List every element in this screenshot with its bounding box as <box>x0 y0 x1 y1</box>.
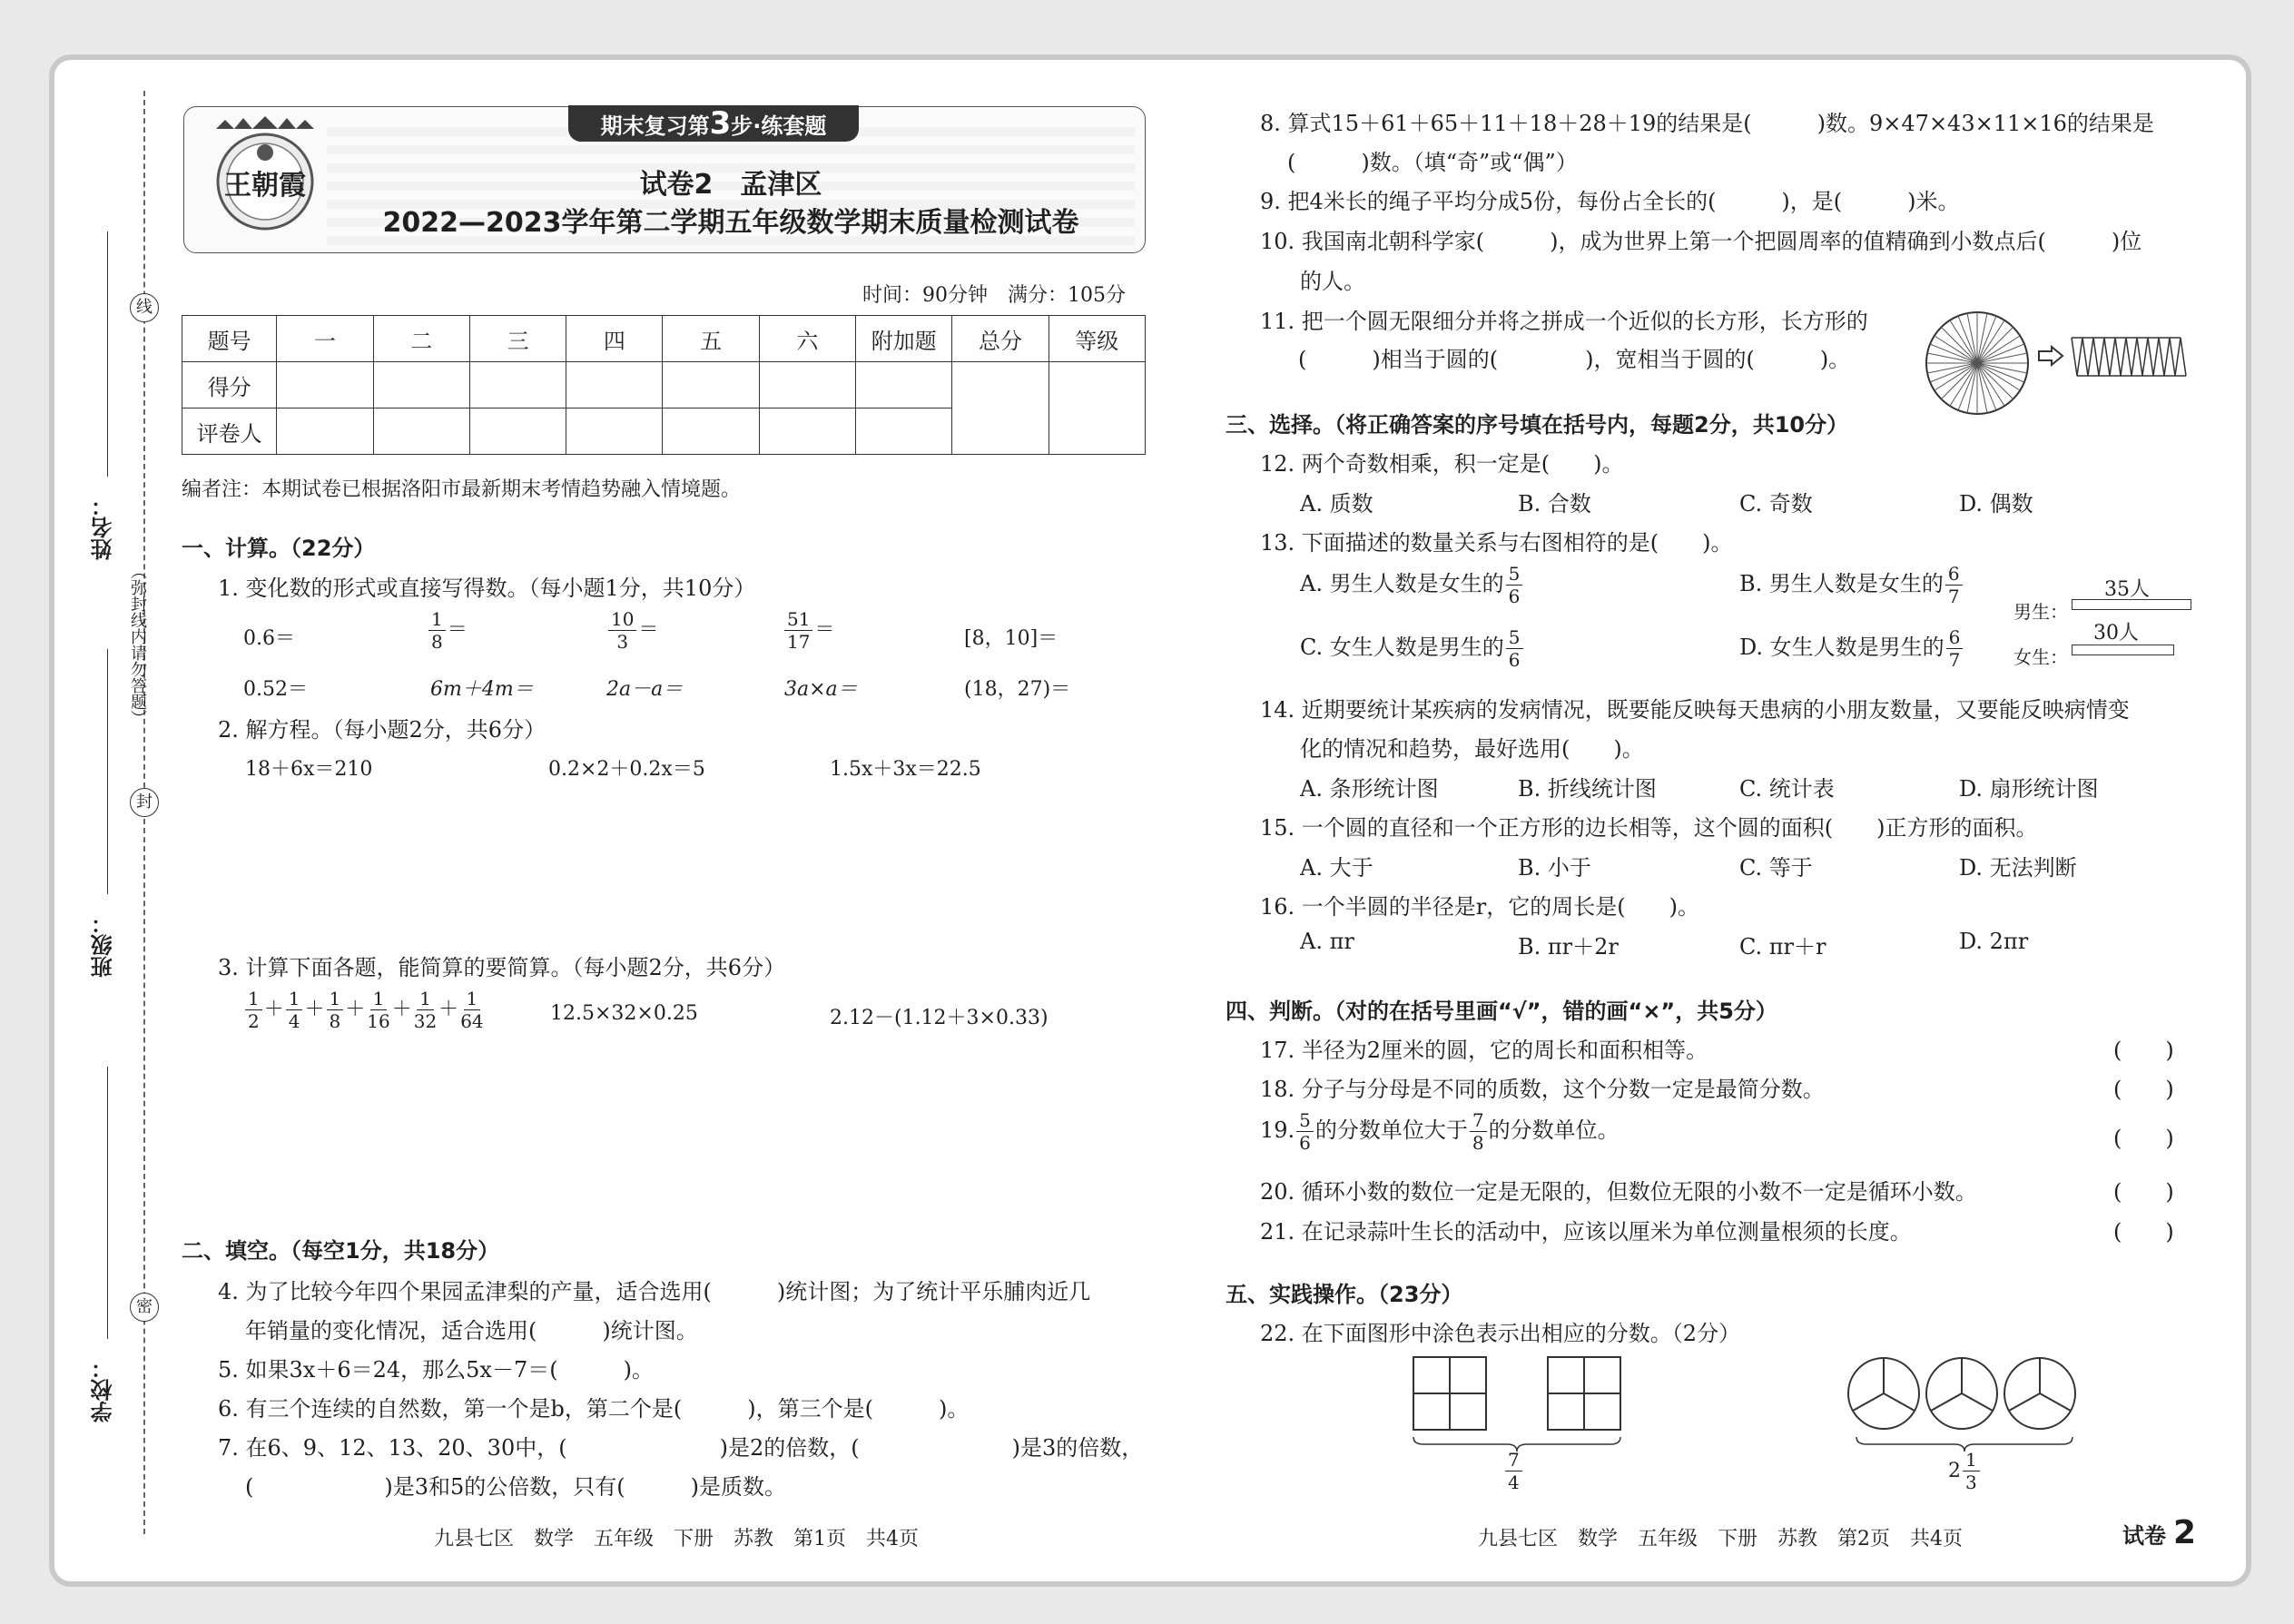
svg-text:王朝霞: 王朝霞 <box>224 170 306 202</box>
q1i: 3a×a＝ <box>784 678 858 701</box>
q22: 22. 在下面图形中涂色表示出相应的分数。（2分） <box>1260 1321 1741 1346</box>
q10-line-2: 的人。 <box>1300 269 1365 294</box>
q2-eq-1: 18＋6x＝210 <box>245 758 373 781</box>
q14-option-a[interactable]: A. 条形统计图 <box>1300 776 1439 802</box>
fraction-label-2: 2 $\frac{1}{3}$ <box>1948 1451 1982 1491</box>
grader-cell[interactable] <box>566 408 663 455</box>
q15: 15. 一个圆的直径和一个正方形的边长相等，这个圆的面积( )正方形的面积。 <box>1260 815 2038 841</box>
q15-option-d[interactable]: D. 无法判断 <box>1959 855 2077 881</box>
q16-option-b[interactable]: B. πr＋2r <box>1518 934 1619 960</box>
q20: 20. 循环小数的数位一定是无限的，但数位无限的小数不一定是循环小数。 <box>1260 1179 1977 1205</box>
q14-line-1: 14. 近期要统计某疾病的发病情况，既要能反映每天患病的小朋友数量，又要能反映病情变 <box>1260 697 2130 723</box>
grader-cell[interactable] <box>663 408 759 455</box>
binding-dense-mark: 密 <box>130 1293 159 1322</box>
q12-option-b[interactable]: B. 合数 <box>1518 491 1591 517</box>
q13-option-c[interactable]: C. 女生人数是男生的 $\frac{5}{6}$ <box>1300 628 1525 669</box>
score-header-cell: 六 <box>759 316 855 362</box>
fraction-label-1: $\frac{7}{4}$ <box>1503 1451 1524 1491</box>
q4-line-1: 4. 为了比较今年四个果园孟津梨的产量，适合选用( )统计图；为了统计平乐脯肉近几 <box>218 1279 1091 1304</box>
score-table-header-row <box>182 316 1146 362</box>
q2-title: 2. 解方程。（每小题2分，共6分） <box>218 717 546 743</box>
q11-line-2: ( )相当于圆的( )，宽相当于圆的( )。 <box>1298 347 1851 372</box>
q15-option-b[interactable]: B. 小于 <box>1518 855 1591 881</box>
q3-expr-1: $\frac{1}{2}$ ＋ $\frac{1}{4}$ ＋ $\frac{1}{8}$ ＋ $\frac{1}{16}$ ＋ $\frac{1}{32}$ ＋ $\frac{1}{64}$ <box>243 989 486 1030</box>
q18: 18. 分子与分母是不同的质数，这个分数一定是最简分数。 <box>1260 1077 1825 1102</box>
circle-thirds-3[interactable] <box>2003 1356 2077 1434</box>
grader-cell[interactable] <box>469 408 566 455</box>
footer-right: 九县七区 数学 五年级 下册 苏教 第2页 共4页 <box>1478 1528 1963 1550</box>
q13: 13. 下面描述的数量关系与右图相符的是( )。 <box>1260 530 1733 556</box>
class-label: 班级： <box>91 912 116 978</box>
q1g: 6m＋4m＝ <box>430 678 534 701</box>
q1d: $\frac{51}{17}$ ＝ <box>783 610 834 651</box>
school-field[interactable] <box>107 1067 108 1339</box>
q16-option-a[interactable]: A. πr <box>1300 929 1354 954</box>
circle-sector-figure <box>1923 309 2032 421</box>
logo <box>207 116 323 232</box>
grader-cell[interactable] <box>856 408 952 455</box>
score-header-cell: 四 <box>566 316 663 362</box>
score-row <box>182 362 1146 408</box>
q6: 6. 有三个连续的自然数，第一个是b，第二个是( )，第三个是( )。 <box>218 1396 970 1422</box>
q8-line-2: ( )数。（填“奇”或“偶”） <box>1287 150 1578 175</box>
q12-option-a[interactable]: A. 质数 <box>1300 491 1373 517</box>
score-cell[interactable] <box>856 362 952 408</box>
boys-bar <box>2072 599 2191 610</box>
q12: 12. 两个奇数相乘，积一定是( )。 <box>1260 451 1624 477</box>
section-4-title: 四、判断。（对的在括号里画“√”，错的画“×”，共5分） <box>1226 999 1777 1024</box>
grade-cell[interactable] <box>1049 362 1145 455</box>
q8-line-1: 8. 算式15＋61＋65＋11＋18＋28＋19的结果是( )数。9×47×43×11×16的结果是 <box>1260 111 2154 136</box>
q15-option-a[interactable]: A. 大于 <box>1300 855 1373 881</box>
q16-option-c[interactable]: C. πr＋r <box>1739 934 1826 960</box>
section-5-title: 五、实践操作。（23分） <box>1226 1282 1463 1307</box>
grader-cell[interactable] <box>277 408 373 455</box>
q10-line-1: 10. 我国南北朝科学家( )，成为世界上第一个把圆周率的值精确到小数点后( )位 <box>1260 229 2142 254</box>
q19-answer[interactable]: ( ) <box>2113 1126 2174 1151</box>
q15-option-c[interactable]: C. 等于 <box>1739 855 1813 881</box>
q13-option-b[interactable]: B. 男生人数是女生的 $\frac{6}{7}$ <box>1739 565 1964 605</box>
q16: 16. 一个半圆的半径是r，它的周长是( )。 <box>1260 894 1699 920</box>
q1f: 0.52＝ <box>243 678 308 701</box>
score-cell[interactable] <box>373 362 469 408</box>
q2-eq-3: 1.5x＋3x＝22.5 <box>830 758 981 781</box>
boys-count-label: 35人 <box>2104 578 2150 601</box>
footer-left: 九县七区 数学 五年级 下册 苏教 第1页 共4页 <box>434 1528 919 1550</box>
q12-option-c[interactable]: C. 奇数 <box>1739 491 1813 517</box>
q1a: 0.6＝ <box>243 627 295 650</box>
name-field[interactable] <box>107 231 108 477</box>
q13-option-d[interactable]: D. 女生人数是男生的 $\frac{6}{7}$ <box>1739 628 1964 669</box>
q11-line-1: 11. 把一个圆无限细分并将之拼成一个近似的长方形，长方形的 <box>1260 309 1868 334</box>
score-header-cell: 二 <box>373 316 469 362</box>
school-label: 学校： <box>91 1357 116 1422</box>
q21-answer[interactable]: ( ) <box>2113 1219 2174 1245</box>
binding-seal-mark: 封 <box>130 788 159 817</box>
q7-line-2: ( )是3和5的公倍数，只有( )是质数。 <box>245 1474 786 1500</box>
q2-eq-2: 0.2×2＋0.2x＝5 <box>548 758 705 781</box>
class-field[interactable] <box>107 649 108 894</box>
score-cell[interactable] <box>566 362 663 408</box>
q12-option-d[interactable]: D. 偶数 <box>1959 491 2033 517</box>
section-2-title: 二、填空。（每空1分，共18分） <box>182 1238 500 1264</box>
total-score-cell[interactable] <box>952 362 1049 455</box>
score-header-cell: 总分 <box>952 316 1049 362</box>
q18-answer[interactable]: ( ) <box>2113 1077 2174 1102</box>
section-1-title: 一、计算。（22分） <box>182 536 376 561</box>
q3-title: 3. 计算下面各题，能简算的要简算。（每小题2分，共6分） <box>218 955 786 980</box>
q9: 9. 把4米长的绳子平均分成5份，每份占全长的( )，是( )米。 <box>1260 189 1960 214</box>
section-3-title: 三、选择。（将正确答案的序号填在括号内，每题2分，共10分） <box>1226 412 1849 438</box>
score-row-label: 得分 <box>182 362 277 408</box>
q16-option-d[interactable]: D. 2πr <box>1959 929 2029 954</box>
score-header-cell: 五 <box>663 316 759 362</box>
editor-note: 编者注：本期试卷已根据洛阳市最新期末考情趋势融入情境题。 <box>182 478 742 501</box>
binding-note: （弥封线内请勿答题） <box>128 563 147 726</box>
arrow-icon <box>2037 345 2064 370</box>
exam-title: 试卷2 孟津区 <box>639 169 822 201</box>
q14-option-d[interactable]: D. 扇形统计图 <box>1959 776 2099 802</box>
girls-bar <box>2072 645 2174 655</box>
grader-cell[interactable] <box>373 408 469 455</box>
time-info: 时间：90分钟 满分：105分 <box>862 284 1126 307</box>
square-grid-1[interactable] <box>1413 1356 1487 1434</box>
grader-cell[interactable] <box>759 408 855 455</box>
score-header-cell: 一 <box>277 316 373 362</box>
score-header-cell: 题号 <box>182 316 277 362</box>
q3-expr-2: 12.5×32×0.25 <box>550 1002 698 1025</box>
q19: 19. $\frac{5}{6}$ 的分数单位大于 $\frac{7}{8}$ 的分数单位。 <box>1260 1109 1620 1154</box>
girls-count-label: 30人 <box>2093 622 2139 645</box>
q7-line-1: 7. 在6、9、12、13、20、30中，( )是2的倍数，( )是3的倍数， <box>218 1435 1144 1461</box>
q1j: (18，27)＝ <box>964 678 1071 701</box>
q14-line-2: 化的情况和趋势，最好选用( )。 <box>1300 736 1644 762</box>
q1-title: 1. 变化数的形式或直接写得数。（每小题1分，共10分） <box>218 576 756 601</box>
circle-thirds-2[interactable] <box>1925 1356 1999 1434</box>
q13-option-a[interactable]: A. 男生人数是女生的 $\frac{5}{6}$ <box>1300 565 1524 605</box>
score-cell[interactable] <box>759 362 855 408</box>
exam-subtitle: 2022—2023学年第二学期五年级数学期末质量检测试卷 <box>382 207 1079 239</box>
name-label: 姓名： <box>91 495 116 560</box>
score-cell[interactable] <box>469 362 566 408</box>
score-header-cell: 附加题 <box>856 316 952 362</box>
square-grid-2[interactable] <box>1547 1356 1621 1434</box>
q21: 21. 在记录蒜叶生长的活动中，应该以厘米为单位测量根须的长度。 <box>1260 1219 1912 1245</box>
score-cell[interactable] <box>277 362 373 408</box>
q14-option-c[interactable]: C. 统计表 <box>1739 776 1835 802</box>
q1b: $\frac{1}{8}$ ＝ <box>427 610 468 651</box>
approx-rectangle-figure <box>2070 334 2188 383</box>
q1c: $\frac{10}{3}$ ＝ <box>606 610 658 651</box>
score-table <box>182 315 1146 455</box>
boys-label: 男生： <box>2013 601 2068 623</box>
q1e: [8，10]＝ <box>964 627 1058 650</box>
q17-answer[interactable]: ( ) <box>2113 1038 2174 1063</box>
q20-answer[interactable]: ( ) <box>2113 1179 2174 1205</box>
score-header-cell: 三 <box>469 316 566 362</box>
score-header-cell: 等级 <box>1049 316 1145 362</box>
q14-option-b[interactable]: B. 折线统计图 <box>1518 776 1657 802</box>
grader-row-label: 评卷人 <box>182 408 277 455</box>
paper-number-label: 试卷 2 <box>2122 1514 2197 1551</box>
q4-line-2: 年销量的变化情况，适合选用( )统计图。 <box>245 1318 698 1343</box>
q17: 17. 半径为2厘米的圆，它的周长和面积相等。 <box>1260 1038 1708 1063</box>
girls-label: 女生： <box>2013 646 2068 668</box>
q2-answer-area[interactable] <box>218 790 1144 935</box>
score-cell[interactable] <box>663 362 759 408</box>
q3-expr-3: 2.12－(1.12＋3×0.33) <box>830 1007 1049 1029</box>
binding-line-mark: 线 <box>130 293 159 322</box>
banner-tab: 期末复习第3步·练套题 <box>568 105 859 142</box>
circle-thirds-1[interactable] <box>1846 1356 1921 1434</box>
q1h: 2a－a＝ <box>606 678 684 701</box>
q3-answer-area[interactable] <box>218 1044 1144 1216</box>
q5: 5. 如果3x＋6＝24，那么5x－7＝( )。 <box>218 1357 654 1383</box>
